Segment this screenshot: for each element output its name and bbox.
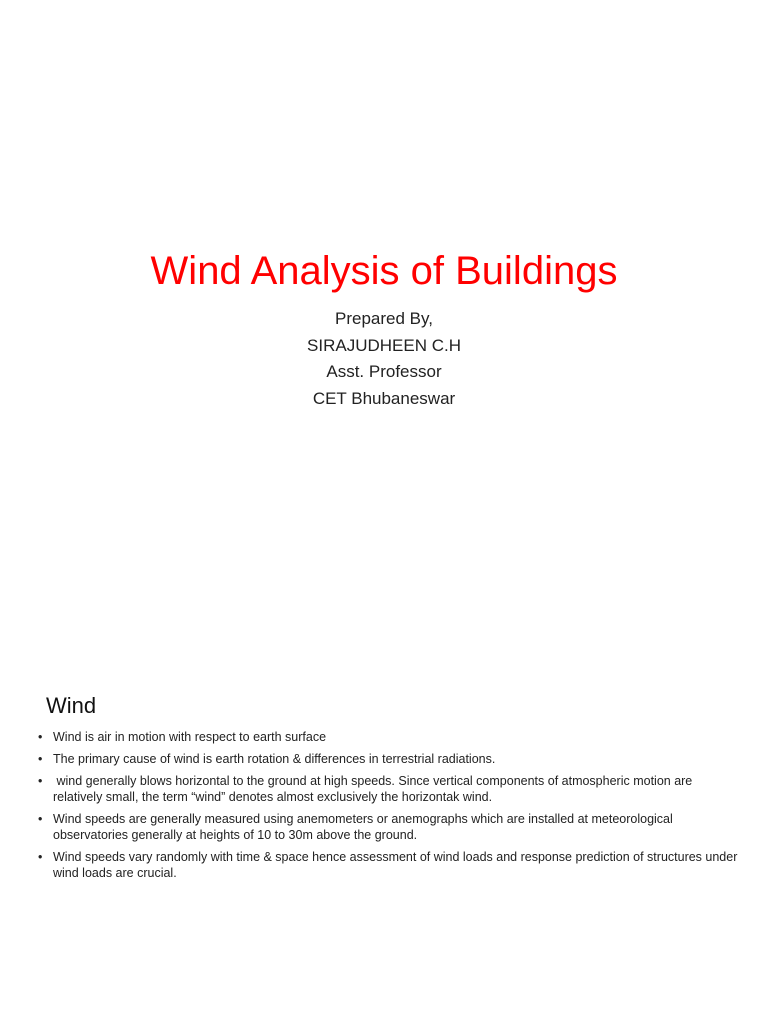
byline-prepared-by: Prepared By, bbox=[335, 309, 433, 328]
bullet-list bbox=[38, 729, 738, 887]
byline-author-name: SIRAJUDHEEN C.H bbox=[307, 335, 461, 355]
bullet-dot-icon: • bbox=[38, 850, 43, 864]
bullet-text: Wind is air in motion with respect to earth surface bbox=[53, 730, 327, 744]
presentation-title: Wind Analysis of Buildings bbox=[150, 249, 618, 293]
bullet-dot-icon: • bbox=[38, 730, 43, 744]
bullet-dot-icon: • bbox=[38, 774, 43, 788]
list-item bbox=[38, 773, 738, 805]
bullet-text: wind generally blows horizontal to the ground at high speeds. Since vertical components of atmospheric motion are relatively small, the term “wind” denotes almost exclusively the horizontak wind. bbox=[53, 774, 696, 804]
list-item bbox=[38, 751, 738, 767]
byline-institution: CET Bhubaneswar bbox=[312, 388, 456, 408]
bullet-text: Wind speeds are generally measured using anemometers or anemographs which are installed at meteorological observatories generally at heights of 10 to 30m above the ground. bbox=[53, 812, 673, 842]
section-heading: Wind bbox=[46, 693, 97, 718]
list-item bbox=[38, 849, 738, 881]
list-item bbox=[38, 729, 738, 745]
bullet-dot-icon: • bbox=[38, 752, 43, 766]
bullet-text: The primary cause of wind is earth rotation & differences in terrestrial radiations. bbox=[53, 752, 496, 766]
bullet-dot-icon: • bbox=[38, 812, 43, 826]
byline-author-position: Asst. Professor bbox=[326, 362, 442, 381]
bullet-text: Wind speeds vary randomly with time & space hence assessment of wind loads and response prediction of structures under wind loads are crucial. bbox=[53, 850, 738, 880]
author-byline bbox=[0, 306, 768, 412]
list-item bbox=[38, 811, 738, 843]
